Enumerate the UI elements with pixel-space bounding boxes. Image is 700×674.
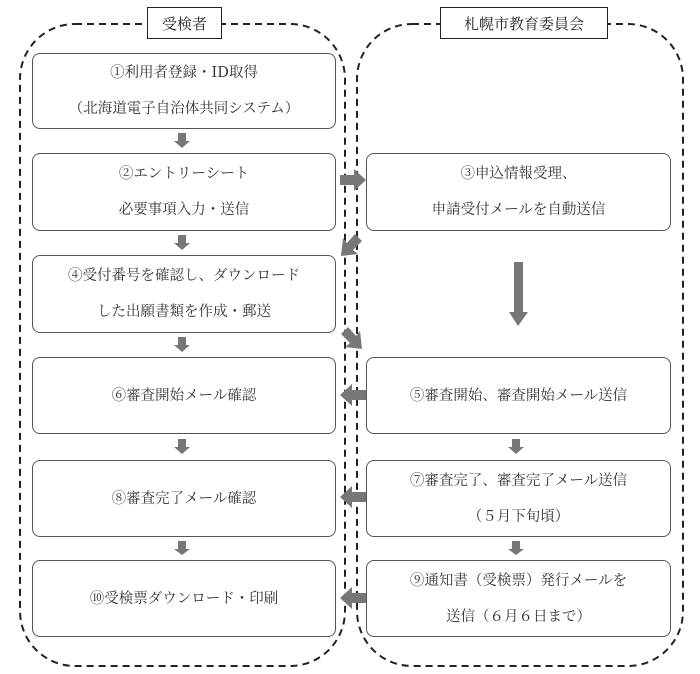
arrow-down-6-8 bbox=[178, 439, 186, 447]
arrow-down-2-4 bbox=[178, 235, 186, 243]
step-4-line-1: ④受付番号を確認し、ダウンロード bbox=[68, 268, 300, 284]
step-3-line-2: 申請受付メールを自動送信 bbox=[431, 202, 606, 218]
step-5-box bbox=[366, 357, 671, 434]
step-8-line-1: ⑧審査完了メール確認 bbox=[111, 490, 257, 507]
board-column-title: 札幌市教育委員会 bbox=[440, 7, 608, 39]
arrow-down-3-5 bbox=[514, 262, 523, 312]
step-2-line-2: 必要事項入力・送信 bbox=[118, 202, 250, 218]
arrow-left-5-6 bbox=[340, 384, 366, 406]
step-7-line-1: ⑦審査完了、審査完了メール送信 bbox=[409, 472, 628, 489]
step-1-line-2: （北海道電子自治体共同システム） bbox=[68, 101, 300, 117]
step-4-line-2: した出願書類を作成・郵送 bbox=[97, 304, 271, 320]
step-6-box bbox=[32, 357, 336, 434]
step-9-line-2: 送信（６月６日まで） bbox=[446, 608, 591, 625]
arrow-down-8-10 bbox=[178, 541, 186, 549]
step-10-box bbox=[32, 560, 336, 637]
step-3-line-1: ③申込情報受理、 bbox=[460, 166, 577, 182]
step-2-box bbox=[32, 153, 336, 231]
step-5-line-1: ⑤審査開始、審査開始メール送信 bbox=[409, 387, 628, 404]
step-7-line-2: （５月下旬頃） bbox=[467, 508, 570, 525]
step-9-line-1: ⑨通知書（受検票）発行メールを bbox=[409, 572, 628, 589]
arrow-left-7-8 bbox=[340, 486, 366, 508]
step-1-box bbox=[32, 53, 336, 129]
step-7-box bbox=[366, 460, 671, 537]
arrow-down-1-2 bbox=[178, 133, 186, 141]
step-4-box bbox=[32, 255, 336, 333]
step-8-box bbox=[32, 460, 336, 537]
step-9-box bbox=[366, 560, 671, 637]
step-6-line-1: ⑥審査開始メール確認 bbox=[111, 387, 257, 404]
arrow-down-4-6 bbox=[178, 337, 186, 345]
arrow-down-7-9 bbox=[512, 541, 520, 549]
step-3-box bbox=[366, 153, 671, 231]
step-10-line-1: ⑩受検票ダウンロード・印刷 bbox=[89, 590, 279, 607]
arrow-right-2-3 bbox=[340, 169, 366, 191]
applicant-column-title: 受検者 bbox=[147, 7, 222, 39]
arrow-left-9-10 bbox=[340, 587, 366, 609]
step-2-line-1: ②エントリーシート bbox=[118, 166, 250, 182]
arrow-down-5-7 bbox=[512, 439, 520, 447]
step-1-line-1: ①利用者登録・ID取得 bbox=[110, 65, 258, 81]
